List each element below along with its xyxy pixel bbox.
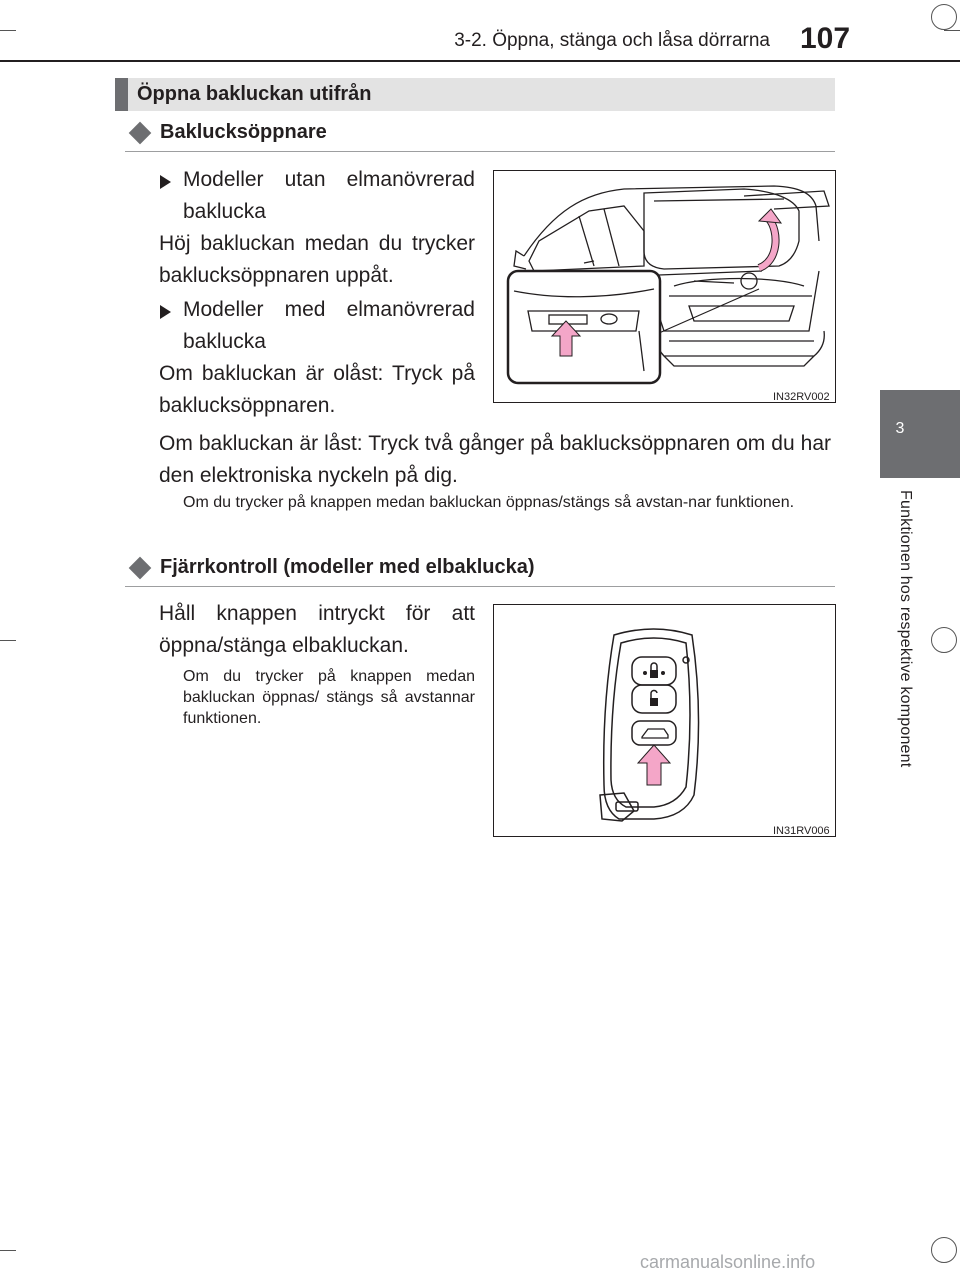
triangle-bullet-icon bbox=[160, 305, 171, 319]
subsection-rule bbox=[125, 586, 835, 587]
watermark: carmanualsonline.info bbox=[640, 1252, 816, 1272]
note-text: Om du trycker på knappen medan bakluckan öppnas/ stängs så avstannar funktionen. bbox=[183, 668, 475, 727]
item-label bbox=[183, 164, 475, 228]
chapter-tab-number: 3 bbox=[895, 420, 905, 437]
registration-mark bbox=[931, 1237, 957, 1263]
note-text: Om du trycker på knappen medan bakluckan öppnas/stängs så avstan-nar funktionen. bbox=[183, 494, 795, 511]
chapter-tab-label: Funktionen hos respektive komponent bbox=[897, 490, 914, 768]
crop-mark bbox=[944, 30, 960, 31]
header-rule bbox=[0, 60, 960, 62]
item-label: Modeller med elmanövrerad baklucka bbox=[183, 298, 475, 353]
item-text: Höj bakluckan medan du trycker baklucksöppnaren uppåt. bbox=[159, 232, 475, 287]
car-rear-illustration bbox=[494, 171, 835, 402]
figure-key-fob bbox=[493, 604, 836, 837]
crop-mark bbox=[0, 30, 16, 31]
item-label-text: Modeller utan elmanövrerad baklucka bbox=[183, 168, 475, 223]
crop-mark bbox=[0, 1250, 16, 1251]
figure-code: IN31RV006 bbox=[773, 825, 830, 837]
section-heading: Öppna bakluckan utifrån bbox=[137, 83, 372, 105]
figure-tailgate-opener bbox=[493, 170, 836, 403]
registration-mark bbox=[931, 4, 957, 30]
subsection-heading: Baklucksöppnare bbox=[160, 121, 327, 143]
page-number: 107 bbox=[800, 22, 851, 55]
subsection-rule bbox=[125, 151, 835, 152]
diamond-bullet-icon bbox=[129, 122, 152, 145]
locked-instruction: Om bakluckan är låst: Tryck två gånger på baklucksöppnaren om du har den elektroniska nyckeln på dig. bbox=[159, 432, 831, 487]
diamond-bullet-icon bbox=[129, 557, 152, 580]
item-text: Om bakluckan är olåst: Tryck på baklucksöppnaren. bbox=[159, 362, 475, 417]
key-fob-illustration bbox=[494, 605, 835, 836]
chapter-title: 3-2. Öppna, stänga och låsa dörrarna bbox=[454, 30, 770, 51]
registration-mark bbox=[931, 627, 957, 653]
figure-code: IN32RV002 bbox=[773, 391, 830, 403]
remote-instruction: Håll knappen intryckt för att öppna/stänga elbakluckan. bbox=[159, 602, 475, 657]
triangle-bullet-icon bbox=[160, 175, 171, 189]
crop-mark bbox=[0, 640, 16, 641]
subsection-heading: Fjärrkontroll (modeller med elbaklucka) bbox=[160, 556, 535, 578]
